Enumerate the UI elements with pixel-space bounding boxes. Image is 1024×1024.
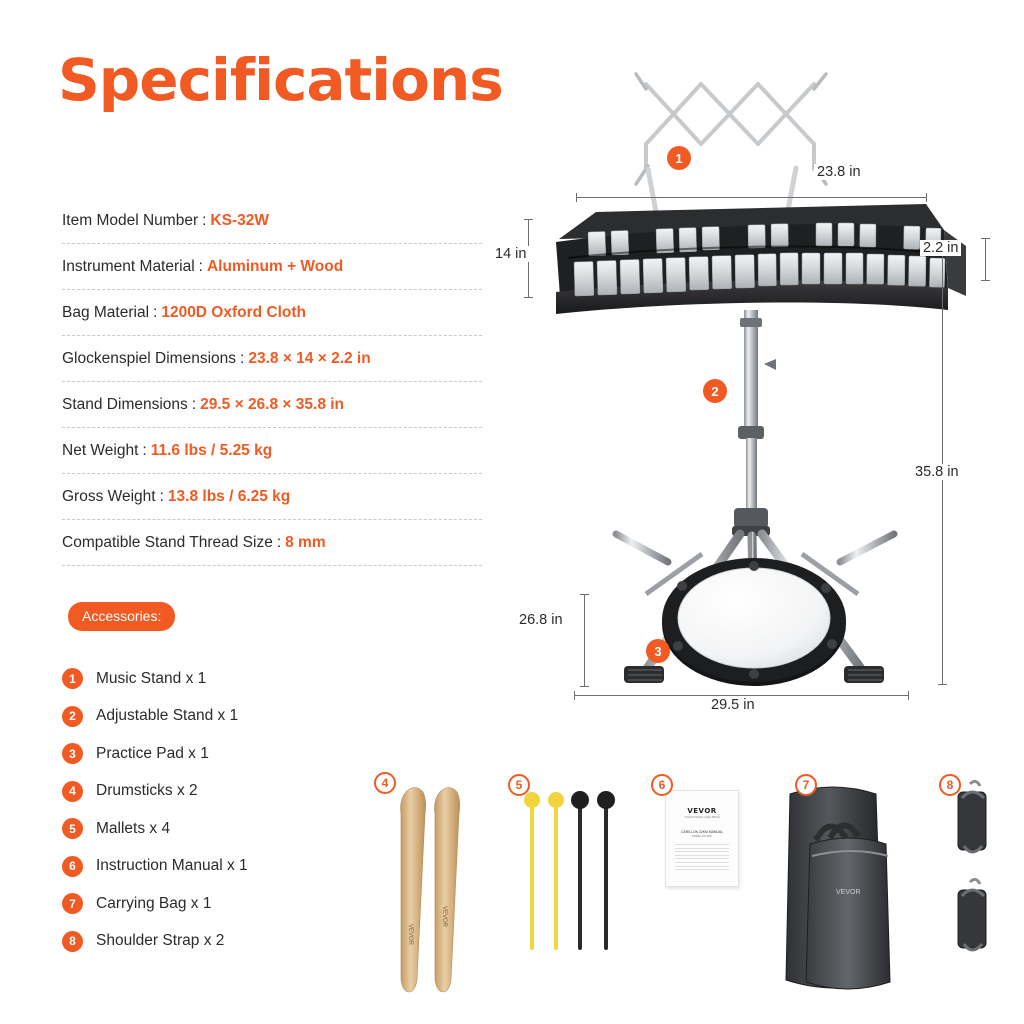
dim-tick bbox=[938, 684, 947, 685]
dim-tick bbox=[908, 691, 909, 700]
spec-label: Stand Dimensions bbox=[62, 395, 188, 413]
mallets-image bbox=[516, 778, 626, 958]
accessory-label: Adjustable Stand x 1 bbox=[96, 707, 239, 725]
dim-label-stand-width: 29.5 in bbox=[708, 697, 758, 713]
badge-5: 5 bbox=[508, 774, 530, 796]
dim-tick bbox=[574, 691, 575, 700]
svg-text:VEVOR: VEVOR bbox=[836, 889, 861, 896]
spec-row bbox=[62, 520, 482, 566]
accessory-label: Music Stand x 1 bbox=[96, 669, 207, 687]
dim-tick bbox=[576, 193, 577, 202]
dim-line-thickness bbox=[985, 238, 986, 280]
badge-number-icon: 8 bbox=[62, 931, 83, 952]
svg-text:VEVOR: VEVOR bbox=[407, 924, 413, 946]
spec-separator: : bbox=[191, 395, 197, 413]
spec-value: KS-32W bbox=[210, 211, 269, 229]
dim-line-width bbox=[576, 197, 926, 198]
manual-body-lines bbox=[675, 844, 729, 870]
spec-value: 29.5 × 26.8 × 35.8 in bbox=[200, 395, 345, 413]
shoulder-strap-image bbox=[944, 778, 1014, 988]
dim-tick bbox=[524, 219, 533, 220]
page-title: Specifications bbox=[58, 46, 503, 114]
dim-line-stand-depth bbox=[584, 594, 585, 686]
dim-label-thickness: 2.2 in bbox=[920, 240, 961, 256]
spec-row bbox=[62, 290, 482, 336]
manual-brand-sub: TOUGH TOOLS, HALF PRICE bbox=[684, 816, 720, 819]
spec-row bbox=[62, 336, 482, 382]
accessory-label: Practice Pad x 1 bbox=[96, 744, 209, 762]
callout-3: 3 bbox=[646, 639, 670, 663]
spec-row bbox=[62, 382, 482, 428]
spec-label: Gross Weight bbox=[62, 487, 156, 505]
spec-separator: : bbox=[276, 533, 282, 551]
accessory-label: Instruction Manual x 1 bbox=[96, 857, 248, 875]
badge-number-icon: 7 bbox=[62, 893, 83, 914]
badge-7: 7 bbox=[795, 774, 817, 796]
badge-6: 6 bbox=[651, 774, 673, 796]
spec-separator: : bbox=[198, 257, 203, 275]
spec-separator: : bbox=[142, 441, 147, 459]
badge-number-icon: 1 bbox=[62, 668, 83, 689]
callout-1: 1 bbox=[667, 146, 691, 170]
spec-value: 23.8 × 14 × 2.2 in bbox=[248, 349, 371, 367]
badge-number-icon: 5 bbox=[62, 818, 83, 839]
spec-value: Aluminum + Wood bbox=[206, 257, 344, 275]
spec-label: Bag Material bbox=[62, 303, 150, 321]
manual-subtitle: MODEL KS-32W bbox=[692, 835, 712, 838]
spec-value: 8 mm bbox=[285, 533, 326, 551]
spec-value: 13.8 lbs / 6.25 kg bbox=[167, 487, 291, 505]
list-item bbox=[62, 698, 392, 736]
dim-tick bbox=[981, 280, 990, 281]
accessory-photos bbox=[0, 752, 1024, 1024]
instruction-manual-image bbox=[665, 790, 739, 887]
badge-number-icon: 2 bbox=[62, 706, 83, 727]
spec-label: Item Model Number bbox=[62, 211, 199, 229]
spec-label: Compatible Stand Thread Size bbox=[62, 533, 273, 551]
manual-brand: VEVOR bbox=[687, 807, 717, 815]
dim-tick bbox=[580, 686, 589, 687]
badge-number-icon: 3 bbox=[62, 743, 83, 764]
accessory-label: Mallets x 4 bbox=[96, 819, 171, 837]
specifications-list bbox=[62, 198, 482, 566]
accessory-label: Drumsticks x 2 bbox=[96, 782, 198, 800]
badge-number-icon: 4 bbox=[62, 781, 83, 802]
accessories-heading: Accessories: bbox=[68, 602, 175, 631]
dim-label-height: 35.8 in bbox=[912, 464, 962, 480]
spec-row bbox=[62, 198, 482, 244]
dim-label-width: 23.8 in bbox=[814, 164, 864, 180]
callout-2: 2 bbox=[703, 379, 727, 403]
accessory-label: Shoulder Strap x 2 bbox=[96, 932, 225, 950]
badge-4: 4 bbox=[374, 772, 396, 794]
spec-separator: : bbox=[153, 303, 158, 321]
dim-line-stand-width bbox=[574, 695, 908, 696]
badge-8: 8 bbox=[939, 774, 961, 796]
spec-separator: : bbox=[159, 487, 164, 505]
spec-label: Glockenspiel Dimensions bbox=[62, 349, 237, 367]
carrying-bag-image bbox=[776, 776, 908, 1016]
product-illustration bbox=[496, 34, 1024, 750]
svg-text:VEVOR: VEVOR bbox=[441, 906, 447, 928]
spec-value: 1200D Oxford Cloth bbox=[161, 303, 307, 321]
dim-tick bbox=[580, 594, 589, 595]
spec-label: Net Weight bbox=[62, 441, 139, 459]
badge-number-icon: 6 bbox=[62, 856, 83, 877]
dim-tick bbox=[524, 297, 533, 298]
spec-row bbox=[62, 244, 482, 290]
spec-label: Instrument Material bbox=[62, 257, 195, 275]
spec-separator: : bbox=[240, 349, 245, 367]
spec-row bbox=[62, 474, 482, 520]
glockenspiel-stand-drawing bbox=[496, 34, 1024, 750]
dim-label-stand-depth: 26.8 in bbox=[516, 612, 566, 628]
manual-title: CARILLON 32KM MANUAL bbox=[681, 830, 723, 834]
dim-tick bbox=[981, 238, 990, 239]
spec-value: 11.6 lbs / 5.25 kg bbox=[150, 441, 273, 459]
dim-tick bbox=[926, 193, 927, 202]
drumsticks-image bbox=[380, 774, 500, 1009]
list-item bbox=[62, 660, 392, 698]
spec-row bbox=[62, 428, 482, 474]
accessory-label: Carrying Bag x 1 bbox=[96, 894, 212, 912]
dim-label-depth: 14 in bbox=[492, 246, 529, 262]
spec-separator: : bbox=[202, 211, 207, 229]
